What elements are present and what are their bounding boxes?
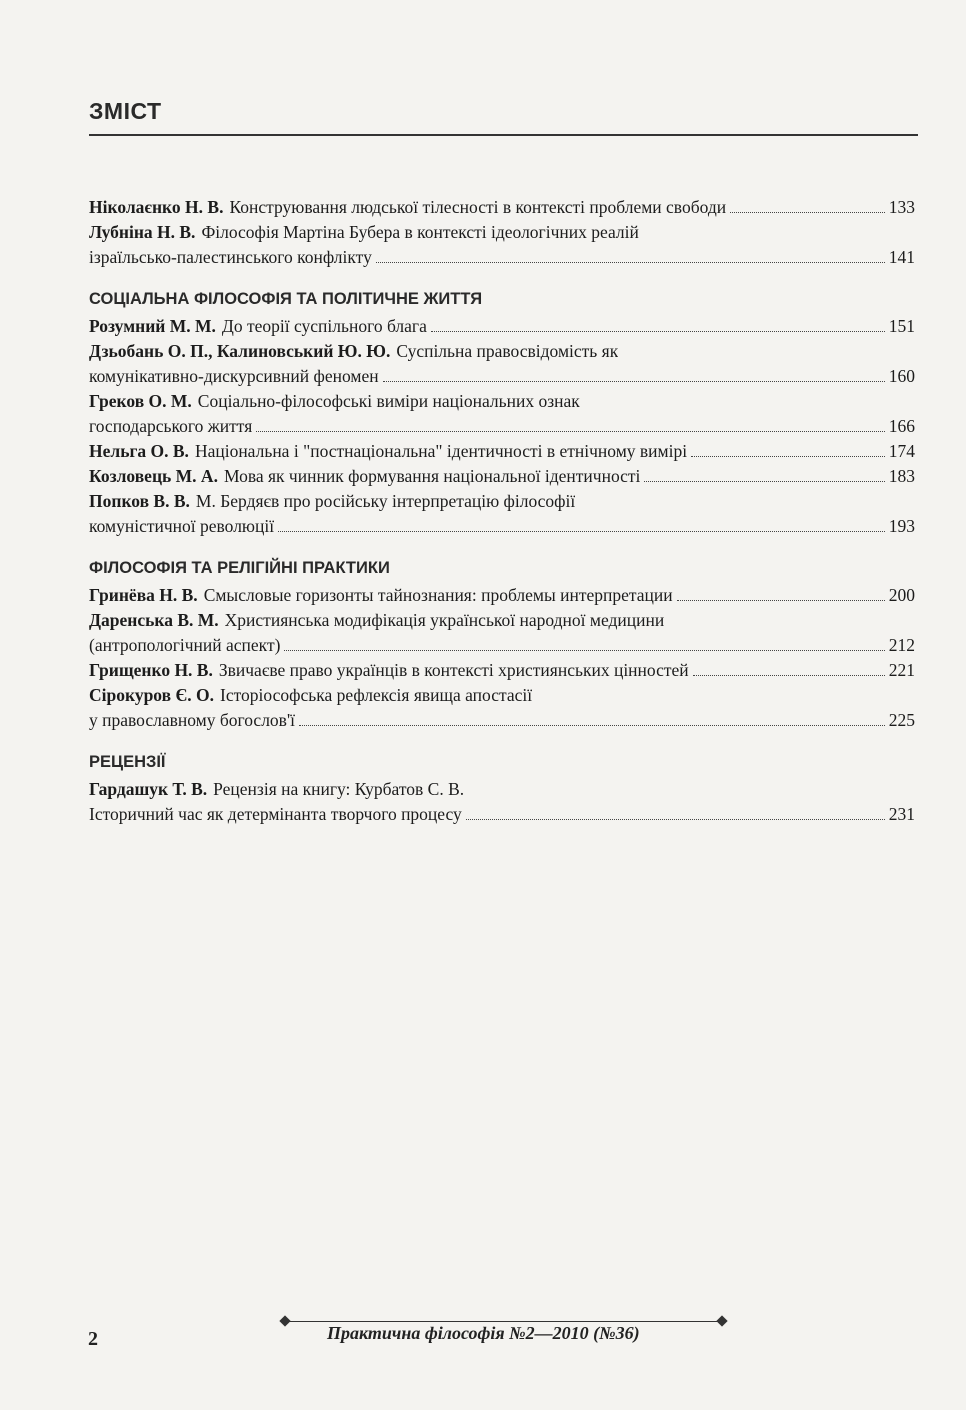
toc-entry[interactable] <box>89 489 915 539</box>
entry-title: Філософія Мартіна Бубера в контексті ідеологічних реалій <box>201 222 639 242</box>
entry-author: Козловець М. А. <box>89 466 218 486</box>
entry-title: Мова як чинник формування національної ідентичності <box>223 466 641 486</box>
entry-page-number: 183 <box>888 466 915 486</box>
dot-leader <box>284 650 884 651</box>
toc-entry[interactable] <box>89 195 915 220</box>
entry-author: Гринёва Н. В. <box>89 585 198 605</box>
toc-entry[interactable] <box>89 389 915 439</box>
entry-page-number: 212 <box>888 635 915 655</box>
entry-page-number: 221 <box>888 660 915 680</box>
entry-author: Сірокуров Є. О. <box>89 685 215 705</box>
toc-entry-line <box>89 195 915 220</box>
toc-entry[interactable] <box>89 683 915 733</box>
page-footer <box>0 1305 966 1365</box>
toc-entry[interactable] <box>89 658 915 683</box>
entry-author: Даренська В. М. <box>89 610 219 630</box>
dot-leader <box>299 725 885 726</box>
toc-entry[interactable] <box>89 314 915 339</box>
entry-title: Історіософська рефлексія явища апостасії <box>220 685 533 705</box>
entry-title: Християнська модифікація української народної медицини <box>224 610 665 630</box>
toc-entry-line <box>89 802 915 827</box>
entry-page-number: 193 <box>888 516 915 536</box>
toc-entry-line <box>89 220 915 245</box>
footer-diamond-left-icon <box>279 1315 290 1326</box>
toc-entry-line <box>89 683 915 708</box>
dot-leader <box>730 212 885 213</box>
toc-section <box>89 284 915 539</box>
toc-title: ЗМІСТ <box>89 98 162 124</box>
toc-entry-line <box>89 608 915 633</box>
entry-title: Історичний час як детермінанта творчого процесу <box>89 804 462 824</box>
entry-author: Попков В. В. <box>89 491 190 511</box>
entry-title: комуністичної революції <box>89 516 275 536</box>
toc-entry-line <box>89 633 915 658</box>
page-number: 2 <box>88 1328 98 1350</box>
entry-page-number: 231 <box>888 804 915 824</box>
entry-title: Національна і "постнаціональна" ідентичності в етнічному вимірі <box>194 441 688 461</box>
entry-title: Рецензія на книгу: Курбатов С. В. <box>213 779 465 799</box>
entry-page-number: 160 <box>888 366 915 386</box>
toc-entry-line <box>89 489 915 514</box>
entry-page-number: 151 <box>888 316 915 336</box>
entry-title: Суспільна правосвідомість як <box>396 341 619 361</box>
entry-author: Ніколаєнко Н. В. <box>89 197 224 217</box>
dot-leader <box>644 481 884 482</box>
section-heading: ФІЛОСОФІЯ ТА РЕЛІГІЙНІ ПРАКТИКИ <box>89 559 390 577</box>
dot-leader <box>691 456 885 457</box>
entry-author: Розумний М. М. <box>89 316 216 336</box>
entry-page-number: 166 <box>888 416 915 436</box>
toc-entry-line <box>89 708 915 733</box>
entry-title: господарського життя <box>89 416 253 436</box>
toc-entry-line <box>89 314 915 339</box>
entry-title: До теорії суспільного блага <box>221 316 427 336</box>
entry-title: Звичаєве право українців в контексті християнських цінностей <box>218 660 689 680</box>
entry-page-number: 141 <box>888 247 915 267</box>
footer-rule <box>285 1321 722 1322</box>
toc-entry-line <box>89 583 915 608</box>
section-heading: РЕЦЕНЗІЇ <box>89 753 166 771</box>
entry-title: ізраїльсько-палестинського конфлікту <box>89 247 372 267</box>
toc-entry-line <box>89 658 915 683</box>
dot-leader <box>278 531 885 532</box>
dot-leader <box>677 600 885 601</box>
dot-leader <box>466 819 885 820</box>
entry-title: (антропологічний аспект) <box>89 635 281 655</box>
toc-entry-line <box>89 414 915 439</box>
entry-title: у православному богослов'ї <box>89 710 295 730</box>
toc-section <box>89 553 915 733</box>
entry-title: Соціально-філософські виміри національних ознак <box>197 391 580 411</box>
section-heading: СОЦІАЛЬНА ФІЛОСОФІЯ ТА ПОЛІТИЧНЕ ЖИТТЯ <box>89 290 483 308</box>
toc-entry[interactable] <box>89 439 915 464</box>
dot-leader <box>693 675 885 676</box>
toc-entry-line <box>89 464 915 489</box>
entry-title: М. Бердяєв про російську інтерпретацію філософії <box>195 491 576 511</box>
toc-entry-line <box>89 389 915 414</box>
title-divider <box>89 134 918 136</box>
toc-entry-line <box>89 439 915 464</box>
toc-section <box>89 195 915 270</box>
dot-leader <box>376 262 885 263</box>
toc-entry-line <box>89 514 915 539</box>
dot-leader <box>383 381 885 382</box>
entry-title: комунікативно-дискурсивний феномен <box>89 366 379 386</box>
table-of-contents <box>89 195 915 841</box>
toc-entry-line <box>89 339 915 364</box>
toc-section <box>89 747 915 827</box>
entry-page-number: 200 <box>888 585 915 605</box>
entry-author: Гардашук Т. В. <box>89 779 208 799</box>
toc-entry-line <box>89 364 915 389</box>
toc-entry[interactable] <box>89 608 915 658</box>
toc-entry[interactable] <box>89 583 915 608</box>
journal-title: Практична філософія №2—2010 (№36) <box>327 1323 640 1343</box>
dot-leader <box>431 331 885 332</box>
toc-entry-line <box>89 777 915 802</box>
entry-page-number: 225 <box>888 710 915 730</box>
entry-page-number: 133 <box>888 197 915 217</box>
toc-entry[interactable] <box>89 464 915 489</box>
entry-author: Греков О. М. <box>89 391 192 411</box>
entry-page-number: 174 <box>888 441 915 461</box>
entry-author: Дзьобань О. П., Калиновський Ю. Ю. <box>89 341 391 361</box>
entry-title: Смысловые горизонты тайнознания: проблемы интерпретации <box>203 585 673 605</box>
entry-author: Нельга О. В. <box>89 441 189 461</box>
footer-diamond-right-icon <box>716 1315 727 1326</box>
dot-leader <box>256 431 884 432</box>
entry-title: Конструювання людської тілесності в контексті проблеми свободи <box>229 197 727 217</box>
toc-entry-line <box>89 245 915 270</box>
toc-entry[interactable] <box>89 339 915 389</box>
entry-author: Грищенко Н. В. <box>89 660 213 680</box>
toc-entry[interactable] <box>89 220 915 270</box>
toc-entry[interactable] <box>89 777 915 827</box>
entry-author: Лубніна Н. В. <box>89 222 196 242</box>
